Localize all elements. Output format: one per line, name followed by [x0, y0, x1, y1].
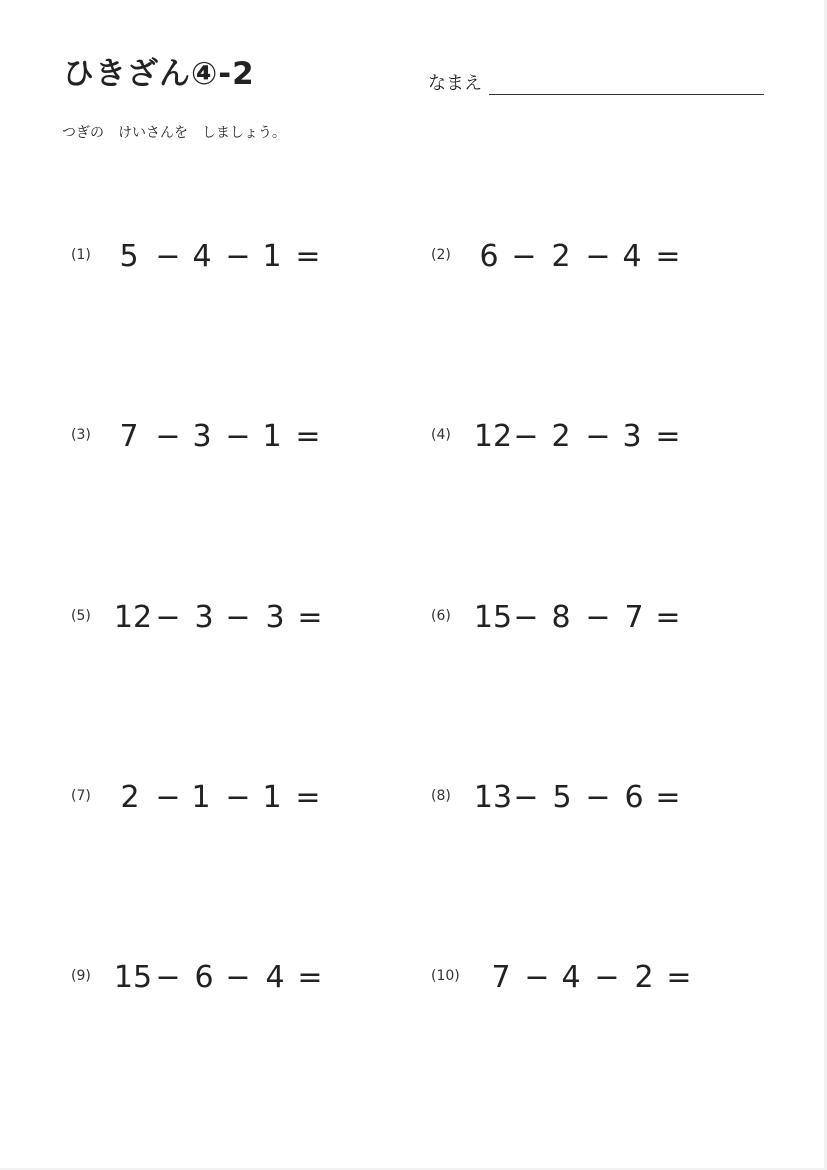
problem-2 [431, 237, 701, 277]
operand-a: 6 [479, 239, 499, 274]
problem-8 [431, 778, 701, 818]
operand-b: 8 [551, 600, 571, 635]
minus-sign: − [155, 960, 181, 995]
operand-c: 4 [265, 960, 285, 995]
minus-sign: − [155, 239, 181, 274]
problem-number: (2) [431, 247, 451, 263]
problem-number: (7) [71, 788, 91, 804]
problem-number: (10) [431, 968, 460, 984]
operand-c: 4 [622, 239, 642, 274]
operand-a: 7 [491, 960, 511, 995]
equals-sign: = [295, 419, 321, 454]
operand-c: 1 [262, 419, 282, 454]
problem-number: (1) [71, 247, 91, 263]
problem-6 [431, 598, 701, 638]
minus-sign: − [225, 239, 251, 274]
problem-number: (8) [431, 788, 451, 804]
operand-a: 5 [119, 239, 139, 274]
problem-number: (9) [71, 968, 91, 984]
problem-number: (5) [71, 608, 91, 624]
minus-sign: − [155, 780, 181, 815]
minus-sign: − [585, 780, 611, 815]
minus-sign: − [585, 419, 611, 454]
operand-c: 3 [622, 419, 642, 454]
minus-sign: − [225, 419, 251, 454]
equals-sign: = [655, 600, 681, 635]
name-label: なまえ [428, 73, 482, 94]
operand-c: 2 [634, 960, 654, 995]
operand-c: 1 [262, 239, 282, 274]
operand-a: 2 [120, 780, 140, 815]
problem-10 [431, 958, 711, 998]
equals-sign: = [295, 239, 321, 274]
minus-sign: − [585, 239, 611, 274]
operand-b: 3 [194, 600, 214, 635]
minus-sign: − [513, 600, 539, 635]
operand-b: 1 [191, 780, 211, 815]
problem-4 [431, 417, 701, 457]
equals-sign: = [655, 239, 681, 274]
minus-sign: − [155, 419, 181, 454]
operand-c: 3 [265, 600, 285, 635]
worksheet-title: ひきざん④-2 [63, 56, 255, 92]
operand-a: 13 [473, 780, 513, 815]
problem-1 [71, 237, 341, 277]
equals-sign: = [297, 600, 323, 635]
problem-9 [71, 958, 341, 998]
problem-number: (4) [431, 427, 451, 443]
minus-sign: − [594, 960, 620, 995]
problem-7 [71, 778, 341, 818]
minus-sign: − [225, 600, 251, 635]
operand-b: 2 [551, 239, 571, 274]
equals-sign: = [655, 419, 681, 454]
equals-sign: = [655, 780, 681, 815]
operand-b: 4 [192, 239, 212, 274]
operand-a: 15 [113, 960, 153, 995]
operand-c: 1 [262, 780, 282, 815]
operand-a: 12 [473, 419, 513, 454]
operand-c: 7 [624, 600, 644, 635]
minus-sign: − [155, 600, 181, 635]
equals-sign: = [666, 960, 692, 995]
operand-b: 3 [192, 419, 212, 454]
name-field-line[interactable] [489, 94, 764, 95]
operand-b: 6 [194, 960, 214, 995]
minus-sign: − [513, 780, 539, 815]
instruction-text: つぎの けいさんを しましょう。 [62, 125, 286, 141]
problem-3 [71, 417, 341, 457]
minus-sign: − [225, 960, 251, 995]
minus-sign: − [513, 419, 539, 454]
problem-5 [71, 598, 341, 638]
problem-number: (6) [431, 608, 451, 624]
operand-a: 7 [119, 419, 139, 454]
minus-sign: − [225, 780, 251, 815]
operand-b: 4 [561, 960, 581, 995]
equals-sign: = [295, 780, 321, 815]
problem-number: (3) [71, 427, 91, 443]
operand-b: 2 [551, 419, 571, 454]
equals-sign: = [297, 960, 323, 995]
minus-sign: − [585, 600, 611, 635]
operand-b: 5 [552, 780, 572, 815]
operand-a: 12 [113, 600, 153, 635]
minus-sign: − [511, 239, 537, 274]
operand-c: 6 [624, 780, 644, 815]
operand-a: 15 [473, 600, 513, 635]
minus-sign: − [524, 960, 550, 995]
